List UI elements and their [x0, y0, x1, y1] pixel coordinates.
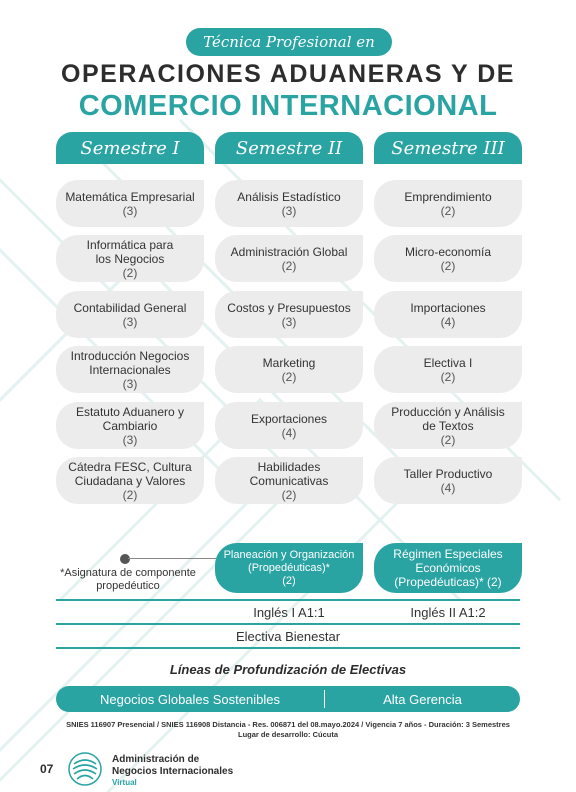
course-card	[56, 457, 204, 504]
program-name-line1: Administración de	[112, 754, 200, 765]
course-card	[215, 180, 363, 227]
course-credits: (3)	[281, 203, 297, 218]
electiva-bienestar: Electiva Bienestar	[235, 629, 341, 644]
course-name: Habilidades Comunicativas	[249, 459, 329, 488]
course-card	[215, 235, 363, 282]
course-name: Matemática Empresarial	[65, 189, 195, 204]
course-card	[215, 291, 363, 338]
course-card	[56, 402, 204, 449]
page-number: 07	[40, 762, 54, 776]
course-name: Emprendimiento	[404, 189, 492, 204]
program-modality: Virtual	[112, 778, 137, 787]
course-card	[56, 291, 204, 338]
course-card	[374, 346, 522, 393]
course-card	[374, 180, 522, 227]
course-name: Informática para los Negocios	[86, 237, 174, 266]
course-name: Planeación y Organización (Propedéuticas)*	[223, 548, 355, 574]
program-name	[112, 754, 233, 778]
course-card	[374, 235, 522, 282]
course-card	[215, 346, 363, 393]
divider	[56, 623, 520, 625]
course-card	[374, 402, 522, 449]
course-name: Exportaciones	[250, 411, 328, 426]
divider	[56, 599, 520, 601]
course-name: Micro-economía	[404, 244, 492, 259]
english-sem3: Inglés II A1:2	[410, 605, 486, 620]
course-name: Administración Global	[230, 244, 348, 259]
course-card	[215, 402, 363, 449]
course-name: Taller Productivo	[403, 466, 493, 481]
semester-1-header: Semestre I	[56, 132, 204, 164]
course-name: Electiva I	[423, 355, 473, 370]
program-level-pill: Técnica Profesional en	[186, 28, 392, 56]
program-name-line2: Negocios Internacionales	[112, 766, 234, 777]
course-card	[56, 235, 204, 282]
course-credits: (2)	[122, 265, 138, 280]
course-credits: (2)	[440, 203, 456, 218]
course-credits: (2)	[281, 369, 297, 384]
course-credits: (3)	[122, 314, 138, 329]
course-credits: (3)	[122, 203, 138, 218]
course-credits: (3)	[122, 376, 138, 391]
course-card	[374, 457, 522, 504]
course-name: Marketing	[262, 355, 316, 370]
course-credits: (3)	[122, 432, 138, 447]
course-credits: (4)	[440, 314, 456, 329]
course-credits: (4)	[281, 425, 297, 440]
course-credits: (2)	[281, 258, 297, 273]
course-card	[374, 291, 522, 338]
course-name: Cátedra FESC, Cultura Ciudadana y Valores	[68, 459, 192, 488]
english-sem2: Inglés I A1:1	[253, 605, 325, 620]
elective-lines-bar	[56, 686, 520, 712]
propedeutic-course-card	[215, 543, 363, 593]
course-card	[56, 346, 204, 393]
course-credits: (2)	[122, 487, 138, 502]
course-card	[56, 180, 204, 227]
program-title-line1: OPERACIONES ADUANERAS Y DE	[61, 60, 515, 88]
propedeutic-note: *Asignatura de componente propedéutico	[60, 567, 196, 592]
elective-line-right: Alta Gerencia	[383, 691, 462, 707]
course-name: Costos y Presupuestos	[227, 300, 351, 315]
snies-info	[0, 720, 576, 740]
propedeutic-marker-line	[128, 558, 216, 559]
fesc-logo-icon	[68, 752, 102, 786]
snies-line2: Lugar de desarrollo: Cúcuta	[237, 730, 339, 739]
course-name: Régimen Especiales Económicos (Propedéuticas)* (2)	[393, 547, 503, 589]
semester-2-header: Semestre II	[215, 132, 363, 164]
course-credits: (2)	[281, 487, 297, 502]
snies-line1: SNIES 116907 Presencial / SNIES 116908 Distancia - Res. 006871 del 08.mayo.2024 / Vigencia 7 años - Duración: 3 Semestres	[66, 720, 510, 729]
course-credits: (2)	[440, 369, 456, 384]
course-credits: (2)	[282, 574, 296, 587]
divider	[56, 647, 520, 649]
course-name: Importaciones	[410, 300, 486, 315]
course-name: Producción y Análisis de Textos	[391, 404, 505, 433]
course-name: Estatuto Aduanero y Cambiario	[75, 404, 185, 433]
course-credits: (2)	[440, 258, 456, 273]
elective-line-left: Negocios Globales Sostenibles	[100, 691, 280, 707]
elective-lines-title: Líneas de Profundización de Electivas	[169, 662, 407, 677]
course-name: Análisis Estadístico	[237, 189, 341, 204]
course-name: Contabilidad General	[73, 300, 187, 315]
program-title-line2: COMERCIO INTERNACIONAL	[78, 90, 498, 122]
course-credits: (4)	[440, 480, 456, 495]
course-name: Introducción Negocios Internacionales	[70, 348, 190, 377]
course-card	[215, 457, 363, 504]
propedeutic-marker-dot	[120, 554, 130, 564]
semester-3-header: Semestre III	[374, 132, 522, 164]
course-credits: (3)	[281, 314, 297, 329]
course-credits: (2)	[440, 432, 456, 447]
propedeutic-course-card	[374, 543, 522, 593]
